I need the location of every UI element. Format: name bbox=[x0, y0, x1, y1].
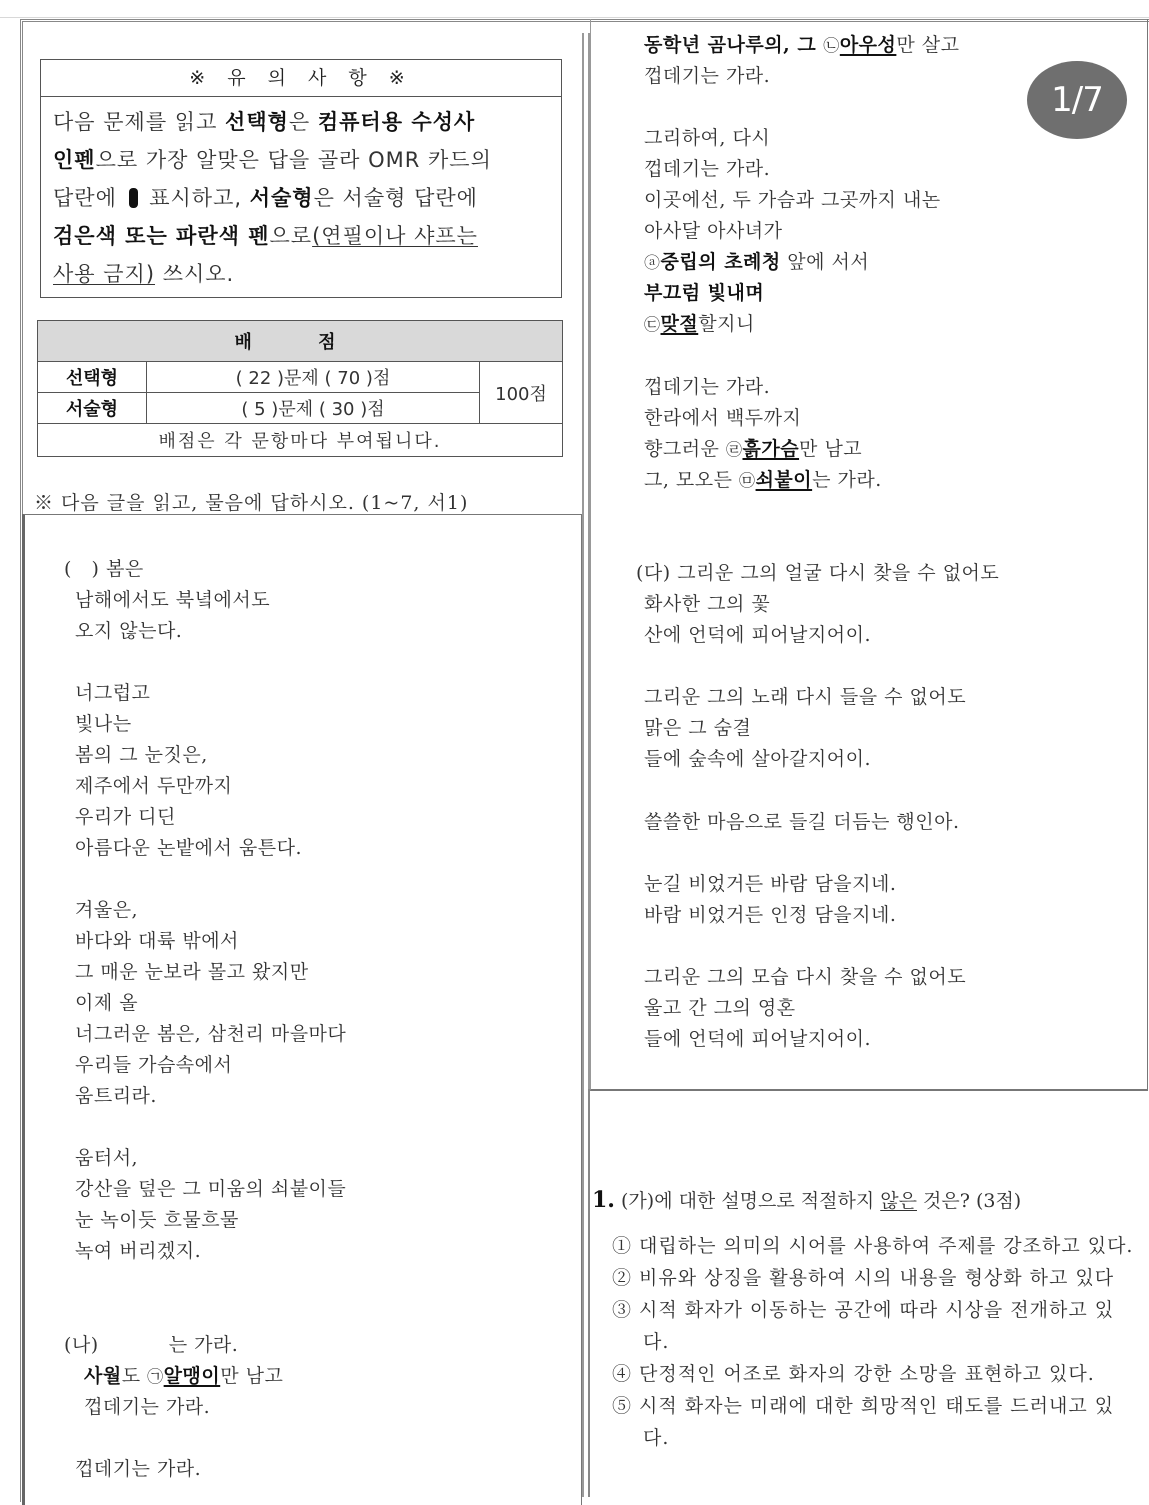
notice-line-3: 답란에 표시하고, 서술형은 서술형 답란에 bbox=[53, 186, 478, 210]
notice-line-4: 검은색 또는 파란색 펜으로(연필이나 샤프는 bbox=[53, 224, 478, 248]
score-table-footer: 배점은 각 문항마다 부여됩니다. bbox=[38, 424, 563, 457]
circled-mark-a: ⓐ bbox=[644, 253, 661, 272]
question-number: 1. bbox=[592, 1187, 615, 1213]
notice-line-2: 인펜으로 가장 알맞은 답을 골라 OMR 카드의 bbox=[53, 148, 492, 172]
choice-5[interactable]: ⑤ 시적 화자는 미래에 대한 희망적인 태도를 드러내고 있 다. bbox=[612, 1395, 1115, 1449]
notice-title: ※ 유 의 사 항 ※ bbox=[41, 60, 561, 97]
choice-2[interactable]: ② 비유와 상징을 활용하여 시의 내용을 형상화 하고 있다 bbox=[612, 1267, 1115, 1289]
circled-mark-giyeok: ㉠ bbox=[147, 1367, 164, 1386]
circled-mark-rieul: ㉣ bbox=[725, 440, 743, 459]
question-1: 1. (가)에 대한 설명으로 적절하지 않은 것은? (3점) bbox=[592, 1187, 1022, 1213]
score-table bbox=[37, 320, 563, 457]
notice-box bbox=[40, 59, 562, 298]
passage-box-right bbox=[590, 19, 1148, 1091]
score-total: 100점 bbox=[480, 362, 563, 424]
choice-4[interactable]: ④ 단정적인 어조로 화자의 강한 소망을 표현하고 있다. bbox=[612, 1363, 1095, 1385]
score-row-multiple-choice: 선택형 ( 22 )문제 ( 70 )점 100점 bbox=[38, 362, 563, 393]
circled-mark-digeut: ㉢ bbox=[644, 315, 661, 334]
passage-label-na: (나) bbox=[64, 1334, 99, 1356]
notice-line-1: 다음 문제를 읽고 선택형은 컴퓨터용 수성사 bbox=[53, 110, 476, 134]
page-top-line bbox=[0, 17, 1149, 18]
notice-line-5: 사용 금지) 쓰시오. bbox=[53, 262, 235, 286]
omr-bubble-icon bbox=[129, 188, 138, 208]
notice-body bbox=[41, 97, 561, 293]
page-indicator-badge: 1/7 bbox=[1027, 61, 1127, 139]
reading-instruction: ※ 다음 글을 읽고, 물음에 답하시오. (1~7, 서1) bbox=[34, 492, 469, 514]
score-table-header: 배 점 bbox=[38, 321, 563, 362]
choice-3[interactable]: ③ 시적 화자가 이동하는 공간에 따라 시상을 전개하고 있 다. bbox=[612, 1299, 1115, 1353]
choice-1[interactable]: ① 대립하는 의미의 시어를 사용하여 주제를 강조하고 있다. bbox=[612, 1235, 1134, 1257]
circled-mark-nieun: ㉡ bbox=[823, 36, 840, 55]
circled-mark-mieum: ㉤ bbox=[739, 471, 756, 490]
score-row-written: 서술형 ( 5 )문제 ( 30 )점 bbox=[38, 393, 563, 424]
question-area-border bbox=[588, 1089, 590, 1497]
